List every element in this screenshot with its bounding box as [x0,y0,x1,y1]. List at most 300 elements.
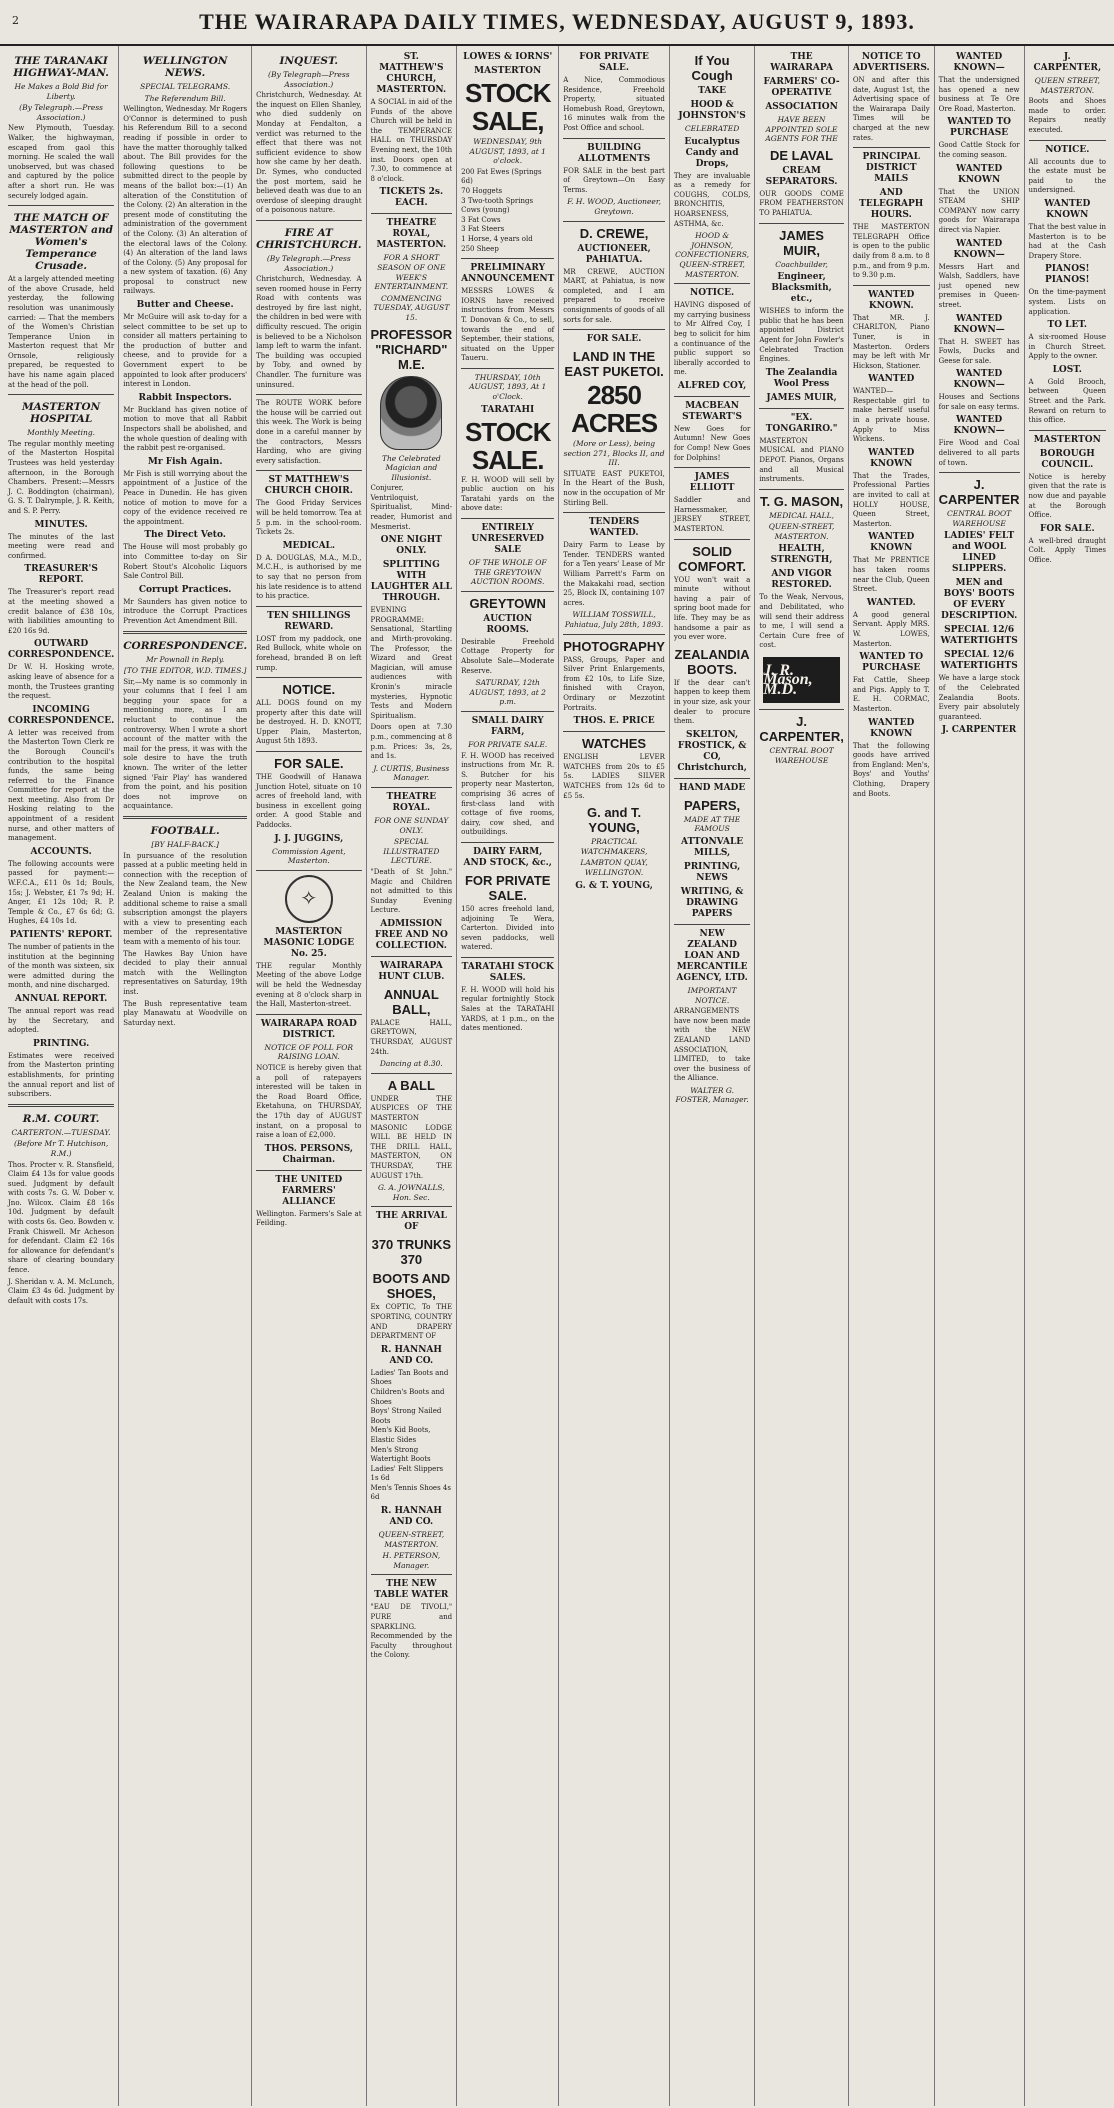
ad-signature: HOOD & JOHNSON, CONFECTIONERS, QUEEN-STREET, MASTERTON. [675,231,750,279]
ad-text: That Mr PRENTICE has taken rooms near the Club, Queen Street. [852,556,930,594]
ad-heading: ANNUAL BALL, [383,986,439,1017]
byline: [BY HALF-BACK.] [151,840,219,849]
ad-text: MR CREWE, AUCTION MART, at Pahiatua, is now completed, and I am prepared to receive consignments of goods of all sorts for sale. [563,267,665,324]
ad-text: THE Goodwill of Hanawa Junction Hotel, situate on 10 acres of freehold land, with business in excellent going order. A good Stable and Paddocks. [256,773,362,830]
ad-heading: AND TELEGRAPH HOURS. [859,188,924,221]
ad-heading: FARMERS' CO-OPERATIVE [763,77,840,98]
ad-heading: JAMES ELLIOTT [689,472,735,494]
byline: (By Telegraph—Press Association.) [268,70,350,89]
ad-heading: WANTED KNOWN [868,717,915,739]
article-text: Mr Buckland has given notice of motion to move that all Rabbit Inspectors shall be abolished, and the whole question of dealing with the rabbit pest re-organised. [123,405,248,453]
ad-heading: NOTICE. [282,682,336,698]
section-heading: PATIENTS' REPORT. [9,930,113,940]
masonic-emblem-icon: ✧ [285,875,333,923]
ad-text: D A. DOUGLAS, M.A., M.D., M.C.H., is authorised by me to say that no person from his late residence is to attend to his practice. [256,553,362,601]
divider [759,408,844,409]
divider [461,591,554,592]
ad-heading: ONE NIGHT ONLY. [380,535,443,557]
ad-heading: WANTED TO PURCHASE [947,117,1011,139]
article-text: New Plymouth, Tuesday. Walker, the highwayman, escaped from gaol this morning. He scaled the wall unobserved, but was chased and captured by the police after a short run. He was securely lodged again. [8,124,115,200]
ad-text: F. H. WOOD has received instructions from Mr. R. S. Butcher for his property near Masterton, comprising 36 acres of first-class land with cottage of five rooms, dairy, cow shed, and outbuildings. [461,751,555,837]
divider [461,842,554,843]
ad-heading: NOTICE TO ADVERTISERS. [852,52,930,73]
ad-heading: ATTONVALE MILLS, [681,836,744,858]
column-7 [670,46,755,2106]
byline: (By Telegraph.—Press Association.) [266,253,351,273]
article-text: The Bush representative team play Manawatu at Woodville on Saturday next. [123,999,248,1027]
ad-heading: TAKE [698,86,727,96]
ad-heading: 370 TRUNKS 370 [371,1237,452,1268]
ad-heading: STOCK SALE, [464,78,551,136]
section-heading: ACCOUNTS. [30,846,92,857]
ad-text: THE MASTERTON TELEGRAPH Office is open to the public daily from 8 a.m. to 8 p.m., and from 9 p.m. to 9.30 p.m. [852,223,930,280]
ad-heading: ST MATTHEW'S CHURCH CHOIR. [264,475,353,497]
column-5 [457,46,559,2106]
ad-heading: THE NEW TABLE WATER [374,1579,449,1601]
ad-heading: R. HANNAH AND CO. [380,1506,442,1528]
ad-heading: ST. MATTHEW'S CHURCH, MASTERTON. [376,52,447,95]
article-text: Mr Fish is still worrying about the appointment of a Justice of the Peace in Dunedin. He has given notice of motion to move for a copy of the evidence received re the appointment. [123,469,248,526]
section-heading: Rabbit Inspectors. [138,392,232,403]
ad-heading: AUCTION ROOMS. [483,613,533,635]
divider [256,1170,361,1171]
subheading: Mr Pownall in Reply. [145,654,225,664]
ad-text: Good Cattle Stock for the coming season. [938,141,1020,159]
ad-heading: WAIRARAPA HUNT CLUB. [378,960,445,982]
ad-subheading: MADE AT THE FAMOUS [683,814,741,834]
ad-heading: MACBEAN STEWART'S [682,400,743,422]
ad-heading: TO LET. [1047,320,1088,331]
ad-heading: WATCHES [582,736,647,752]
subheading: SPECIAL TELEGRAMS. [140,82,231,91]
ad-text: Conjurer, Ventriloquist, Spiritualist, Mind-reader, Humorist and Mesmerist. [370,484,453,531]
article-text: The ROUTE WORK before the house will be carried out this week. The Work is being done in a careful manner by the contractors, Messrs Harding, who are giving every satisfaction. [256,399,362,465]
ad-text: Messrs Hart and Walsh, Saddlers, have just opened new premises in Queen-street. [938,262,1020,309]
ad-subheading: LAMBTON QUAY, WELLINGTON. [580,858,648,877]
section-heading: OUTWARD CORRESPONDENCE. [8,639,115,661]
signature-banner: J. R. Mason, M.D. [763,657,840,703]
ad-heading: J. CARPENTER [938,477,1020,508]
ad-text: To the Weak, Nervous, and Debilitated, who will send their address to me, I will send a Certain Cure free of cost. [759,593,844,650]
ad-text: Wellington. Farmers's Sale at Feilding. [256,1209,362,1228]
divider [256,220,361,221]
ad-text: WANTED—Respectable girl to make herself useful in a private house. Apply to Miss Wickens. [852,387,930,444]
article-text: The Hawkes Bay Union have decided to play their annual match with the Wellington representatives on Saturday, 19th inst. [123,949,248,996]
ad-text: PASS, Groups, Paper and Silver Print Enlargements, from £2 10s, to Life Size, finished with Crayon, Ordinary or Mezzotint Portraits. [563,655,665,712]
ad-heading: MASTERTON [1033,434,1101,445]
ad-text: That MR. J. CHARLTON, Piano Tuner, is in Masterton. Orders may be left with Mr Hickson, Stationer. [852,313,930,370]
subheading: CARTERTON.—TUESDAY. [11,1127,111,1137]
section-heading: Mr Fish Again. [147,456,223,467]
ad-heading: TICKETS 2s. EACH. [379,187,444,209]
ad-heading: WANTED KNOWN— [953,369,1005,391]
ad-heading: CREAM SEPARATORS. [765,165,838,187]
ad-heading: G. and T. YOUNG, [586,805,642,836]
divider [563,138,665,139]
ad-signature: G. A. JOWNALLS, Hon. Sec. [377,1183,445,1202]
ad-text: EVENING PROGRAMME: Sensational, Startling and Mirth-provoking. The Professor, the Wizard and Great Magician, will amuse audiences with Kronin's miracle mysteries, Hypnotic Tests and Modern Spiritualism. [370,606,453,720]
byline: [TO THE EDITOR, W.D. TIMES.] [123,666,247,676]
article-text: The Treasurer's report read at the meeting showed a credit balance of £38 10s, with liabilities amounting to £20 16s 9d. [8,588,115,635]
ad-text: Desirable Freehold Cottage Property for Absolute Sale—Moderate Reserve. [461,637,555,675]
ad-heading: WRITING, & DRAWING PAPERS [680,886,744,919]
ad-signature: F. H. WOOD, Auctioneer, Greytown. [567,197,661,216]
headline: THE TARANAKI HIGHWAY-MAN. [13,55,109,79]
byline: (Before Mr T. Hutchison, R.M.) [13,1139,109,1158]
ad-heading: MASTERTON [474,66,542,76]
ad-signature: J. CURTIS, Business Manager. [373,763,450,783]
ad-heading: PHOTOGRAPHY [563,638,665,654]
ad-signature: THOS. E. PRICE [573,716,655,727]
divider [759,223,844,224]
ad-text: That the UNION STEAM SHIP COMPANY now carry goods for Wairarapa direct via Napier. [938,187,1020,234]
divider [371,1206,453,1207]
headline: FOOTBALL. [150,825,220,837]
section-heading: MINUTES. [34,519,88,530]
ad-text: HAVING disposed of my carrying business to Mr Alfred Coy, I beg to solicit for him a continuance of the public support so liberally accorded to me. [673,301,751,377]
ad-heading: AUCTIONEER, PAHIATUA. [577,243,651,265]
divider [461,368,554,369]
ad-text: "Death of St John." Magic and Children not admitted to this Sunday Evening Lecture. [370,867,453,915]
ad-heading: Eucalyptus Candy and Drops, [684,136,740,169]
ad-heading: WANTED KNOWN— [953,238,1005,260]
divider [674,283,750,284]
article-text: Christchurch, Wednesday. At the inquest on Ellen Shanley, who died suddenly on Monday at Fendalton, a verdict was returned to the effect that there was not sufficient evidence to show how she came by her death. Dr. Symes, who conducted the post mortem, said he believed death was due to an overdose of sleeping draught of a poisonous nature. [256,91,362,215]
column-11 [1025,46,1110,2106]
ad-heading: DE LAVAL [770,147,834,163]
section-heading: TREASURER'S REPORT. [24,564,98,586]
article-text: At a largely attended meeting of the above Crusade, held yesterday, the following resolution was unanimously carried: — That the members of the Women's Christian Temperance Union in Masterton request that Mr Ornsole, religiously prepared, be requested to have his name again placed at the head of the poll. [8,275,115,389]
article-text: Dr W. H. Hosking wrote, asking leave of absence for a month, the Trustees granting the request. [8,663,115,701]
ad-text: A Gold Brooch, between Queen Street and the Park. Reward on return to this office. [1028,377,1106,425]
ad-heading: If You Cough [691,53,733,83]
ad-heading: SPLITTING WITH LAUGHTER ALL THROUGH. [370,560,452,604]
column-3 [252,46,366,2106]
ad-text: All accounts due to the estate must be paid to the undersigned. [1028,157,1106,195]
article-text: The following accounts were passed for payment:— W.F.C.A., £11 0s 1d; Bouls, 15s; J. Webster, £1 7s 9d; H. Anger, £1 12s 10d; R. P. Temple & Co., £7 6s 6d; G. Hughes, £4 10s 1d. [8,859,115,926]
divider [256,394,361,395]
ad-text: A SOCIAL in aid of the Funds of the above Church will be held in the TEMPERANCE HALL on THURSDAY Evening next, the 10th inst. Doors open at 7.30, to commence at 8 o'clock. [370,98,453,183]
ad-item-list: Ladies' Tan Boots and Shoes Children's Boots and Shoes Boys' Strong Nailed Boots Men's Kid Boots, Elastic Sides Men's Strong Watertight Boots Ladies' Felt Slippers 1s 6d Men's Tennis Shoes 4s 6d [370,1368,451,1502]
article-text: Thos. Procter v. R. Stansfield, Claim £4 13s for value goods sued. Judgment by default with costs 7s. G. W. Dober v. Jno. Wilcox. Claim £8 16s 10d. Judgment by default with costs 6s. Geo. Bowden v. Frank Chiswell. Mr Acheson for defendant. Claim £2 16s for allowance for defendant's share of clearing boundary fence. [8,1160,115,1275]
ad-heading: LADIES' FELT and WOOL LINED SLIPPERS. [944,531,1015,575]
divider [563,329,665,330]
divider [461,957,554,958]
ad-heading: The Zealandia Wool Press [765,367,838,389]
column-6 [559,46,670,2106]
divider [1029,430,1106,431]
ad-signature: J. CARPENTER [941,725,1017,736]
ad-subheading: CENTRAL BOOT WAREHOUSE [769,746,834,765]
divider [123,631,247,634]
headline: WELLINGTON NEWS. [142,55,228,79]
article-text: A letter was received from the Masterton Town Clerk re the Borough Council's contribution to the hospital funds, the same being referred to the Finance Committee for report at the next meeting. Also from Dr Hosking relating to the appointment of a resident nurse, and other matters of management. [8,728,115,843]
article-text: Estimates were received from the Masterton printing establishments, for printing the annual report and list of subscribers. [8,1051,115,1099]
ad-heading: 2850 ACRES [571,380,658,439]
subheading: Monthly Meeting. [27,428,96,438]
ad-text: The Good Friday Services will be held tomorrow. Tea at 5 p.m. in the school-room. Tickets 2s. [256,499,362,537]
divider [371,787,453,788]
ad-heading: PAPERS, [684,797,741,813]
ad-heading: ASSOCIATION [765,102,838,112]
ad-text: We have a large stock of the Celebrated Zealandia Boots. Every pair absolutely guaranteed. [938,674,1020,721]
ad-subheading: SPECIAL ILLUSTRATED LECTURE. [383,837,440,866]
divider [759,709,844,710]
column-9 [849,46,935,2106]
divider [8,1104,114,1107]
ad-heading: SOLID COMFORT. [678,543,747,574]
ad-heading: FOR PRIVATE SALE. [579,52,649,73]
divider [256,470,361,471]
ad-heading: "EX. TONGARIRO." [765,412,838,434]
ad-text: A good general Servant. Apply MRS. W. LOWES, Masterton. [852,610,930,648]
article-text: Wellington, Wednesday. Mr Rogers O'Connor is determined to push his Referendum Bill to a second reading if possible in order to have the matter thoroughly talked about. The Bill provides for the following questions to be submitted direct to the people by means of the ballot box:—(1) An alteration of the Constitution of the Colony. (2) An alteration in the present mode of constituting the administration of the government of the Colony. (3) An alteration of the electoral laws of the Colony. (4) An alteration of the land laws of the Colony. (5) Any proposal for a new system of taxation. (6) Any proposal to construct new railways. [123,105,248,296]
ad-subheading: FOR ONE SUNDAY ONLY. [374,815,449,835]
ad-heading: PROFESSOR "RICHARD" M.E. [370,326,453,372]
section-heading: Corrupt Practices. [138,584,232,595]
ad-text: "EAU DE TIVOLI," PURE and SPARKLING. Recommended by the Faculty throughout the Colony. [370,1603,453,1660]
ad-text: MASTERTON MUSICAL and PIANO DEPOT. Pianos, Organs and all Musical instruments. [759,436,844,484]
ad-heading: WANTED KNOWN— [953,313,1005,335]
article-text: The House will most probably go into Committee to-day on Sir Robert Stout's Alcoholic Liquors Sale Control Bill. [123,543,248,581]
divider [8,205,114,206]
ad-text: That the Trades, Professional Parties are invited to call at HOLLY HOUSE, Queen Street, Masterton. [852,471,930,528]
ad-heading: THE ARRIVAL OF [375,1211,447,1233]
ad-signature: G. & T. YOUNG, [575,880,653,891]
divider [674,539,750,540]
professor-portrait-icon [380,376,442,450]
ad-heading: ADMISSION FREE AND NO COLLECTION. [374,918,448,951]
divider [563,731,665,732]
ad-subheading: PRACTICAL WATCHMAKERS, [580,837,648,856]
ad-heading: LOWES & IORNS' [463,52,553,62]
ad-subheading: FOR A SHORT SEASON OF ONE WEEK'S ENTERTAINMENT. [374,253,449,292]
section-heading: PRINTING. [32,1038,90,1049]
divider [853,147,930,148]
divider [256,677,361,678]
divider [563,221,665,222]
ad-heading: SKELTON, FROSTICK, & CO, Christchurch, [677,729,747,773]
ad-subheading: The Celebrated Magician and Illusionist. [381,453,441,482]
ad-heading: JAMES MUIR, [779,227,824,258]
ad-heading: DAIRY FARM, AND STOCK, &c., [463,846,552,868]
ad-text: OUR GOODS COME FROM FEATHERSTON TO PAHIATUA. [759,189,844,217]
ad-text: ARRANGEMENTS have now been made with the NEW ZEALAND LAND ASSOCIATION, LIMITED, to take over the business of the Alliance. [673,1007,751,1083]
ad-text: ENGLISH LEVER WATCHES from 20s to £5 5s. LADIES SILVER WATCHES from 12s 6d to £5 5s. [563,753,665,800]
section-heading: ANNUAL REPORT. [14,993,108,1004]
ad-text: A well-bred draught Colt. Apply Times Office. [1028,536,1106,564]
ad-text: SITUATE EAST PUKETOI, In the Heart of the Bush, now in the occupation of Mr Stirling Bell. [563,469,665,507]
divider [563,512,665,513]
ad-subheading: SATURDAY, 12th AUGUST, 1893, at 2 p.m. [469,678,546,707]
ad-signature-title: Commission Agent, Masterton. [272,846,346,866]
ad-subheading: FOR PRIVATE SALE. [468,739,548,749]
divider [674,396,750,397]
ad-signature: THOS. PERSONS, Chairman. [264,1143,354,1165]
ad-signature: WILLIAM TOSSWILL, Pahiatua, July 28th, 1893. [564,610,664,629]
ad-text: Fire Wood and Coal delivered to all parts of town. [938,439,1020,467]
byline: (By Telegraph.—Press Association.) [19,103,104,122]
ad-heading: NEW ZEALAND LOAN AND MERCANTILE AGENCY, LTD. [676,928,748,983]
divider [461,518,554,519]
article-text: Christchurch, Wednesday. A seven roomed house in Ferry Road with contents was destroyed by fire last night, the children in bed were with difficulty rescued. The origin is believed to be a Nicholson lamp left to warm the infant. The building was occupied by Toby, and owned by Chandler. The furniture was uninsured. [256,275,362,389]
ad-heading: SPECIAL 12/6 WATERTIGHTS [940,650,1018,672]
page-number: 2 [12,14,19,27]
ad-text: THE regular Monthly Meeting of the above Lodge will be held the Wednesday evening at 8 o'clock sharp in the Hall, Masterton-street. [256,961,362,1009]
headline: R.M. COURT. [22,1112,100,1125]
ad-text: Boots and Shoes made to order. Repairs neatly executed. [1028,97,1106,134]
divider [256,751,361,752]
ad-text: If the dear can't happen to keep them in your size, ask your dealer to procure them. [673,678,751,726]
ad-heading: WANTED KNOWN— [953,52,1005,73]
ad-subheading: (More or Less), being section 271, Blocks II, and III. [563,439,665,468]
divider [853,285,930,286]
ad-heading: PRELIMINARY ANNOUNCEMENT [461,263,555,285]
column-8 [755,46,849,2106]
ad-text: YOU won't wait a minute without having a pair of spring boot made for life. They may be as handsome a pair as you ever wore. [673,575,751,642]
divider [371,1073,453,1074]
divider [371,1574,453,1575]
headline: INQUEST. [279,55,339,67]
ad-text: WISHES to inform the public that he has been appointed District Agent for John Fowler's Celebrated Traction Engines. [759,307,844,364]
ad-signature: WALTER G. FOSTER, Manager. [675,1085,749,1105]
ad-text: F. H. WOOD will sell by public auction on his Taratahi yards on the above date: [461,475,555,513]
divider [759,489,844,490]
divider [371,213,453,214]
article-text: Mr Saunders has given notice to introduce the Corrupt Practices Prevention Act Amendment Bill. [123,597,248,625]
divider [939,472,1020,473]
ad-text: ALL DOGS found on my property after this date will be destroyed. H. D. KNOTT, Upper Plain, Masterton, August 5th 1893. [256,699,362,746]
ad-heading: MASTERTON MASONIC LODGE No. 25. [263,926,355,959]
ad-subheading: Coachbuilder, [775,259,828,269]
divider [674,467,750,468]
ad-heading: J. CARPENTER, [759,714,844,745]
ad-heading: PIANOS! PIANOS! [1045,264,1090,286]
ad-signature: J. J. JUGGINS, [274,833,344,844]
ad-text: Dairy Farm to Lease by Tender. TENDERS wanted for a Ten years' Lease of Mr William Parrett's Farm on the Makakahi road, section 25, Block IX, containing 107 acres. [563,541,665,607]
ad-heading: TARATAHI STOCK SALES. [461,961,554,983]
ad-heading: WANTED KNOWN. [868,289,915,311]
ad-subheading: MEDICAL HALL, [769,510,835,520]
ad-heading: T. G. MASON, [760,493,844,509]
ad-heading: LOST. [1052,364,1082,375]
ad-heading: R. HANNAH AND CO. [380,1344,442,1366]
ad-heading: J. CARPENTER, [1033,52,1102,73]
column-10 [935,46,1025,2106]
subheading: The Referendum Bill. [144,93,226,103]
headline: FIRE AT CHRISTCHURCH. [256,226,362,251]
ad-heading: BOOTS AND SHOES, [372,1271,451,1302]
ad-heading: THE UNITED FARMERS' ALLIANCE [275,1174,343,1207]
ad-subheading: Dancing at 8.30. [379,1059,443,1069]
ad-text: F. H. WOOD will hold his regular fortnightly Stock Sales at the TARATAHI YARDS, at 1 p.m., on the dates mentioned. [461,985,555,1033]
column-1 [4,46,119,2106]
article-text: The regular monthly meeting of the Masterton Hospital Trustees was held yesterday afternoon, in the Borough Chambers. Present:—Messrs J. C. Boddington (chairman), G. S. T. Dalrymple, J. R. Keith, and S. P. Perry. [8,439,115,515]
section-heading: Butter and Cheese. [136,300,234,311]
ad-heading: WANTED KNOWN— [953,415,1005,437]
ad-subheading: QUEEN STREET, MASTERTON. [1034,76,1100,95]
ad-subheading: NOTICE OF POLL FOR RAISING LOAN. [264,1042,354,1062]
ad-heading: WANTED TO PURCHASE [859,652,924,674]
ad-heading: ZEALANDIA BOOTS. [674,646,750,677]
masthead [0,0,1114,46]
columns [4,46,1110,2106]
ad-heading: HOOD & JOHNSTON'S [678,100,746,121]
ad-heading: THEATRE ROYAL. [386,791,437,813]
divider [674,778,750,779]
article-text: The minutes of the last meeting were read and confirmed. [8,532,115,560]
ad-subheading: CENTRAL BOOT WAREHOUSE [947,509,1012,528]
ad-text: NOTICE is hereby given that a poll of ratepayers interested will be taken in the Road Board Office, Eketahuna, on THURSDAY, the 17th day of AUGUST instant, on a proposal to raise a loan of £2,000. [256,1063,362,1140]
ad-subheading: OF THE WHOLE OF THE GREYTOWN AUCTION ROOMS. [468,558,547,587]
divider [256,870,361,871]
ad-heading: BOROUGH COUNCIL. [1039,448,1095,470]
ad-text: That the following goods have arrived from England: Men's, Boys' and Youths' Clothing, Drapery and Boots. [852,741,930,798]
article-text: The annual report was read by the Secretary, and adopted. [8,1006,115,1035]
divider [563,634,665,635]
ad-heading: ENTIRELY UNRESERVED SALE [471,523,544,556]
divider [674,924,750,925]
ad-subheading: THURSDAY, 10th AUGUST, 1893, At 1 o'Clock. [469,372,547,402]
ad-text: On the time-payment system. Lists on application. [1028,288,1106,316]
ad-heading: WANTED KNOWN [1044,198,1091,220]
ad-text: Fat Cattle, Sheep and Pigs. Apply to T. E. H. CORMAC, Masterton. [852,676,930,713]
ad-heading: PRINCIPAL DISTRICT MAILS [862,152,920,185]
ad-heading: GREYTOWN [469,595,546,611]
ad-heading: FOR SALE. [586,334,642,345]
ad-subheading: COMMENCING TUESDAY, AUGUST 15. [373,293,450,322]
ad-text: A Nice, Commodious Residence, Freehold Property, situated Homebush Road, Greytown, 16 minutes walk from the Post Office and school. [563,76,665,132]
ad-heading: HAND MADE [678,782,746,793]
ad-text: New Goes for Autumn! New Goes for Comp! New Goes for Dolphins! [673,424,751,462]
ad-text: That the undersigned has opened a new business at Te Ore Ore Road, Masterton. [938,76,1020,113]
ad-text: LOST from my paddock, one Red Bullock, white whole on forehead, branded B on left rump. [256,634,362,672]
ad-heading: PRINTING, NEWS [683,861,741,883]
ad-subheading: WEDNESDAY, 9th AUGUST, 1893, at 1 o'clock. [469,137,546,166]
ad-text: UNDER THE AUSPICES OF THE MASTERTON MASONIC LODGE WILL BE HELD IN THE DRILL HALL, MASTERTON, ON THURSDAY, THE AUGUST 17th. [370,1094,453,1180]
column-4 [367,46,458,2106]
article-text: The number of patients in the institution at the beginning of the month was sixteen, six were admitted during the month, and nine discharged. [8,943,115,990]
ad-heading: NOTICE. [690,288,735,299]
ad-heading: WANTED [868,374,915,385]
ad-subheading: HAVE BEEN APPOINTED SOLE AGENTS FOR THE [765,115,838,144]
ad-subheading: QUEEN-STREET, MASTERTON. [768,522,835,541]
ad-text: PALACE HALL, GREYTOWN, THURSDAY, AUGUST 24th. [370,1018,453,1056]
ad-heading: WANTED. [866,597,916,608]
ad-subheading: CELEBRATED [684,124,740,133]
ad-heading: FOR SALE. [274,756,344,772]
ad-text: That H. SWEET has Fowls, Ducks and Geese for sale. [938,337,1020,365]
ad-heading: FOR PRIVATE SALE. [464,872,551,903]
ad-text: FOR SALE in the best part of Greytown—On Easy Terms. [563,166,665,194]
ad-heading: Engineer, Blacksmith, etc., [771,272,832,305]
ad-heading: SMALL DAIRY FARM, [471,715,544,737]
ad-heading: MEN and BOYS' BOOTS OF EVERY DESCRIPTION. [940,578,1018,622]
subheading: He Makes a Bold Bid for Liberty. [14,82,108,101]
ad-heading: D. CREWE, [579,225,649,241]
ad-text: MESSRS LOWES & IORNS have received instructions from Messrs T. Donovan & Co., to sell, towards the end of September, their stations, situated on the Upper Taueru. [461,287,555,363]
ad-heading: WAIRARAPA ROAD DISTRICT. [260,1018,357,1040]
ad-text: Notice is hereby given that the rate is now due and payable at the Borough Office. [1028,472,1106,520]
divider [256,606,361,607]
divider [8,394,114,395]
headline: THE MATCH OF MASTERTON and Women's Temperance Crusade. [9,212,113,273]
headline: MASTERTON HOSPITAL [21,401,101,426]
ad-item-list: 200 Fat Ewes (Springs 6d) 70 Hoggets 3 Two-tooth Springs Cows (young) 3 Fat Cows 3 Fat Steers 1 Horse, 4 years old 250 Sheep [461,167,542,253]
ad-text: A six-roomed House in Church Street. Apply to the owner. [1028,333,1106,361]
ad-heading: LAND IN THE EAST PUKETOI. [564,349,664,380]
divider [371,956,453,957]
